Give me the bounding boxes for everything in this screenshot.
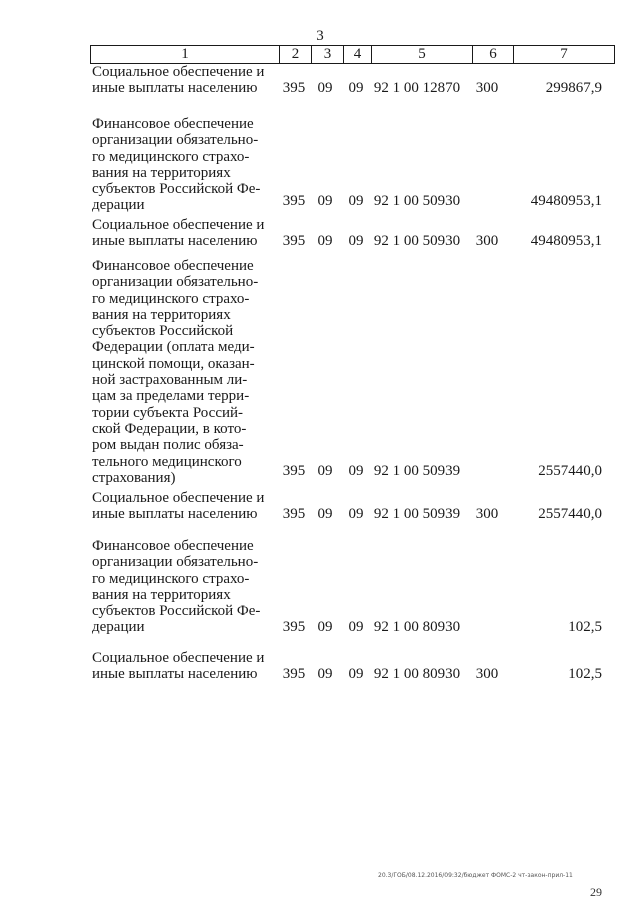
row-target-code: 92 1 00 80930 bbox=[373, 666, 461, 682]
row-code-3: 09 bbox=[317, 506, 333, 522]
row-amount: 2557440,0 bbox=[538, 506, 602, 522]
row-target-code: 92 1 00 50939 bbox=[373, 463, 461, 479]
column-header-table bbox=[90, 45, 615, 64]
row-code-2: 395 bbox=[282, 506, 306, 522]
row-code-2: 395 bbox=[282, 193, 306, 209]
row-expense-type: 300 bbox=[475, 233, 499, 249]
row-amount: 49480953,1 bbox=[530, 193, 602, 209]
row-code-4: 09 bbox=[348, 666, 364, 682]
row-target-code: 92 1 00 12870 bbox=[373, 80, 461, 96]
row-name: Социальное обеспечение и иные выплаты населению bbox=[92, 650, 265, 683]
row-code-3: 09 bbox=[317, 233, 333, 249]
row-target-code: 92 1 00 50930 bbox=[373, 233, 461, 249]
row-code-4: 09 bbox=[348, 233, 364, 249]
column-header-row bbox=[91, 46, 615, 64]
row-target-code: 92 1 00 50939 bbox=[373, 506, 461, 522]
row-code-4: 09 bbox=[348, 80, 364, 96]
row-amount: 102,5 bbox=[568, 666, 602, 682]
column-header-4: 4 bbox=[344, 46, 372, 64]
row-amount: 299867,9 bbox=[545, 80, 602, 96]
row-name: Социальное обеспечение и иные выплаты населению bbox=[92, 217, 265, 250]
row-name: Финансовое обеспечение организации обязательно- го медицинского страхо- вания на территориях субъектов Российской Фе- дерации bbox=[92, 116, 261, 214]
row-code-3: 09 bbox=[317, 80, 333, 96]
row-expense-type: 300 bbox=[475, 506, 499, 522]
row-amount: 102,5 bbox=[568, 619, 602, 635]
row-code-4: 09 bbox=[348, 506, 364, 522]
row-name: Финансовое обеспечение организации обязательно- го медицинского страхо- вания на территориях субъектов Российской Фе- дерации bbox=[92, 538, 261, 636]
row-code-3: 09 bbox=[317, 666, 333, 682]
column-header-2: 2 bbox=[280, 46, 312, 64]
row-name: Финансовое обеспечение организации обязательно- го медицинского страхо- вания на территориях субъектов Российской Федерации (оплата меди- цинской помощи, оказан- ной застрахованным ли- цам за пределами терри- тории субъекта Россий- ской Федерации, в кото- ром выдан полис обяза- тельного медицинского страхования) bbox=[92, 258, 259, 486]
page-number: 3 bbox=[316, 28, 324, 44]
row-expense-type: 300 bbox=[475, 80, 499, 96]
row-code-2: 395 bbox=[282, 619, 306, 635]
document-path-stamp: 20.3/ГОБ/08.12.2016/09:32/бюджет ФОМС-2 чт-закон-прил-11 bbox=[378, 872, 573, 879]
row-code-4: 09 bbox=[348, 193, 364, 209]
row-code-2: 395 bbox=[282, 463, 306, 479]
row-expense-type: 300 bbox=[475, 666, 499, 682]
column-header-6: 6 bbox=[473, 46, 514, 64]
column-header-5: 5 bbox=[372, 46, 473, 64]
row-code-3: 09 bbox=[317, 193, 333, 209]
footer-page-number: 29 bbox=[590, 885, 602, 899]
row-code-2: 395 bbox=[282, 666, 306, 682]
row-code-4: 09 bbox=[348, 463, 364, 479]
row-code-4: 09 bbox=[348, 619, 364, 635]
column-header-7: 7 bbox=[514, 46, 615, 64]
row-amount: 2557440,0 bbox=[538, 463, 602, 479]
row-name: Социальное обеспечение и иные выплаты населению bbox=[92, 64, 265, 97]
row-target-code: 92 1 00 80930 bbox=[373, 619, 461, 635]
row-code-3: 09 bbox=[317, 463, 333, 479]
row-name: Социальное обеспечение и иные выплаты населению bbox=[92, 490, 265, 523]
column-header-1: 1 bbox=[91, 46, 280, 64]
column-header-3: 3 bbox=[312, 46, 344, 64]
row-target-code: 92 1 00 50930 bbox=[373, 193, 461, 209]
row-amount: 49480953,1 bbox=[530, 233, 602, 249]
row-code-3: 09 bbox=[317, 619, 333, 635]
row-code-2: 395 bbox=[282, 233, 306, 249]
row-code-2: 395 bbox=[282, 80, 306, 96]
